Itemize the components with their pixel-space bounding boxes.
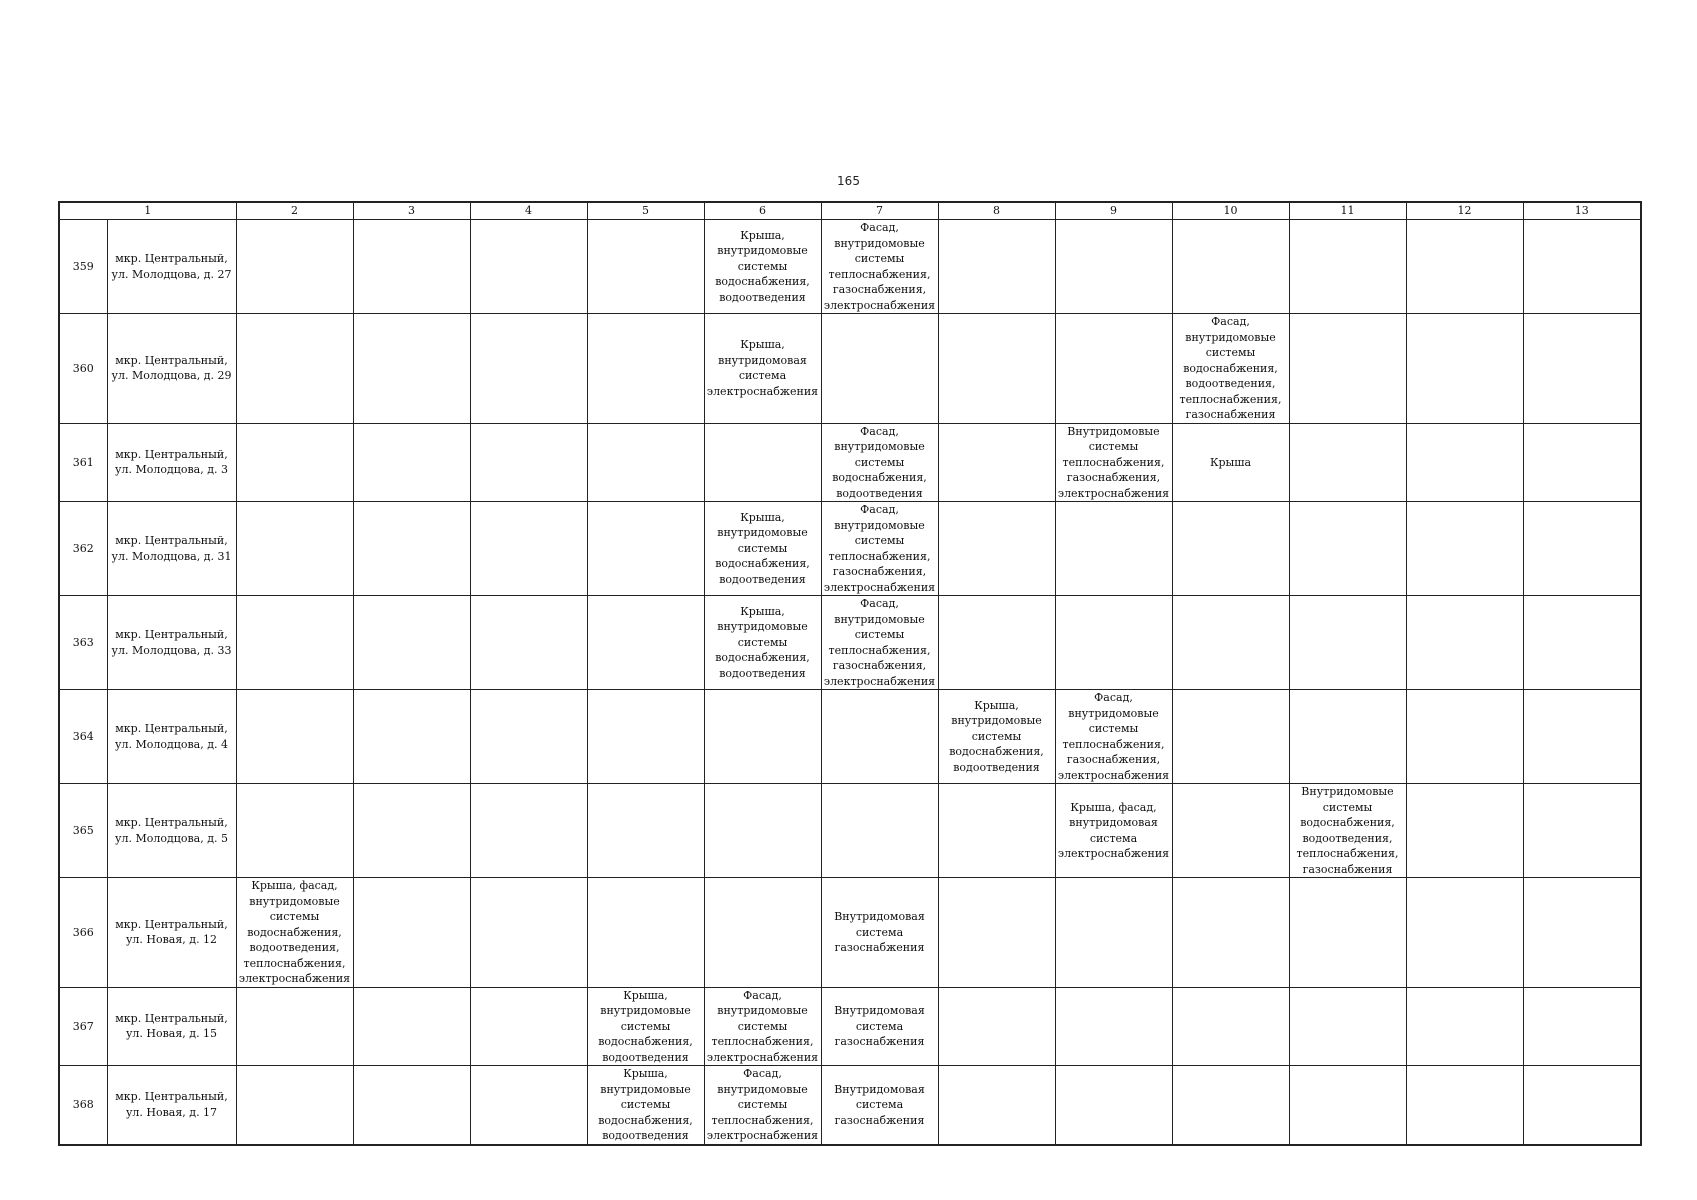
column-header: 3 (353, 202, 470, 220)
work-cell (938, 423, 1055, 502)
work-cell (1289, 314, 1406, 424)
work-cell (1055, 878, 1172, 988)
column-number-header-row (59, 202, 1641, 220)
work-cell (1523, 502, 1641, 596)
work-cell (1406, 1066, 1523, 1145)
work-cell (1406, 314, 1523, 424)
work-cell: Фасад, внутридомовые системы теплоснабжения, газоснабжения, электроснабжения (1055, 690, 1172, 784)
work-cell (587, 423, 704, 502)
table-row (59, 220, 1641, 314)
work-cell (1523, 784, 1641, 878)
column-header: 1 (59, 202, 236, 220)
work-cell (470, 690, 587, 784)
column-header: 11 (1289, 202, 1406, 220)
column-header: 4 (470, 202, 587, 220)
work-cell (587, 784, 704, 878)
work-cell (353, 314, 470, 424)
work-cell (1055, 596, 1172, 690)
work-cell (938, 987, 1055, 1066)
work-cell (1055, 502, 1172, 596)
work-cell (470, 878, 587, 988)
page-number: 165 (837, 174, 860, 188)
table-row (59, 987, 1641, 1066)
work-cell (1055, 314, 1172, 424)
work-cell (353, 878, 470, 988)
work-cell (353, 784, 470, 878)
work-cell (938, 220, 1055, 314)
work-cell (821, 784, 938, 878)
work-cell (1406, 502, 1523, 596)
table-body (59, 220, 1641, 1145)
work-cell (1172, 987, 1289, 1066)
work-cell: Внутридомовая система газоснабжения (821, 987, 938, 1066)
work-cell (470, 423, 587, 502)
work-cell (470, 784, 587, 878)
work-cell (1406, 596, 1523, 690)
row-number-cell: 368 (59, 1066, 107, 1145)
work-cell: Крыша, внутридомовые системы водоснабжения, водоотведения (938, 690, 1055, 784)
work-cell (236, 1066, 353, 1145)
work-cell (1172, 596, 1289, 690)
work-cell (704, 423, 821, 502)
work-cell (938, 1066, 1055, 1145)
work-cell (1289, 690, 1406, 784)
work-cell (1172, 878, 1289, 988)
work-cell (1289, 220, 1406, 314)
repair-schedule-table (58, 201, 1642, 1146)
work-cell (1523, 1066, 1641, 1145)
work-cell (353, 596, 470, 690)
work-cell (236, 220, 353, 314)
row-number-cell: 365 (59, 784, 107, 878)
work-cell: Фасад, внутридомовые системы теплоснабжения, газоснабжения, электроснабжения (821, 596, 938, 690)
work-cell (470, 220, 587, 314)
work-cell (470, 502, 587, 596)
work-cell (587, 690, 704, 784)
work-cell (1523, 878, 1641, 988)
work-cell (821, 690, 938, 784)
work-cell: Фасад, внутридомовые системы водоснабжения, водоотведения, теплоснабжения, газоснабжения (1172, 314, 1289, 424)
address-cell: мкр. Центральный, ул. Новая, д. 17 (107, 1066, 236, 1145)
address-cell: мкр. Центральный, ул. Молодцова, д. 33 (107, 596, 236, 690)
address-cell: мкр. Центральный, ул. Молодцова, д. 29 (107, 314, 236, 424)
column-header: 6 (704, 202, 821, 220)
work-cell: Крыша (1172, 423, 1289, 502)
row-number-cell: 360 (59, 314, 107, 424)
work-cell (353, 987, 470, 1066)
work-cell (1055, 1066, 1172, 1145)
work-cell: Фасад, внутридомовые системы теплоснабжения, электроснабжения (704, 1066, 821, 1145)
work-cell (1406, 784, 1523, 878)
work-cell (1289, 596, 1406, 690)
work-cell (938, 314, 1055, 424)
work-cell (587, 596, 704, 690)
row-number-cell: 367 (59, 987, 107, 1066)
work-cell (587, 220, 704, 314)
work-cell: Фасад, внутридомовые системы теплоснабжения, газоснабжения, электроснабжения (821, 220, 938, 314)
work-cell (938, 596, 1055, 690)
work-cell (1523, 987, 1641, 1066)
work-cell (236, 596, 353, 690)
work-cell: Фасад, внутридомовые системы теплоснабжения, газоснабжения, электроснабжения (821, 502, 938, 596)
table-row (59, 1066, 1641, 1145)
work-cell (236, 690, 353, 784)
address-cell: мкр. Центральный, ул. Новая, д. 15 (107, 987, 236, 1066)
work-cell (470, 314, 587, 424)
table-row (59, 502, 1641, 596)
address-cell: мкр. Центральный, ул. Молодцова, д. 5 (107, 784, 236, 878)
work-cell (1406, 878, 1523, 988)
row-number-cell: 363 (59, 596, 107, 690)
table-row (59, 784, 1641, 878)
work-cell (587, 314, 704, 424)
address-cell: мкр. Центральный, ул. Молодцова, д. 3 (107, 423, 236, 502)
table-row (59, 878, 1641, 988)
work-cell (353, 690, 470, 784)
table-row (59, 596, 1641, 690)
column-header: 5 (587, 202, 704, 220)
column-header: 12 (1406, 202, 1523, 220)
work-cell: Внутридомовая система газоснабжения (821, 1066, 938, 1145)
work-cell: Крыша, фасад, внутридомовая система электроснабжения (1055, 784, 1172, 878)
work-cell (1172, 502, 1289, 596)
work-cell (1055, 220, 1172, 314)
work-cell: Крыша, внутридомовая система электроснабжения (704, 314, 821, 424)
row-number-cell: 366 (59, 878, 107, 988)
address-cell: мкр. Центральный, ул. Новая, д. 12 (107, 878, 236, 988)
work-cell (236, 314, 353, 424)
table-row (59, 690, 1641, 784)
work-cell (1406, 220, 1523, 314)
work-cell (353, 502, 470, 596)
work-cell (704, 690, 821, 784)
column-header: 7 (821, 202, 938, 220)
work-cell: Крыша, фасад, внутридомовые системы водоснабжения, водоотведения, теплоснабжения, электроснабжения (236, 878, 353, 988)
work-cell (938, 784, 1055, 878)
work-cell (353, 220, 470, 314)
work-cell (236, 784, 353, 878)
work-cell (821, 314, 938, 424)
address-cell: мкр. Центральный, ул. Молодцова, д. 27 (107, 220, 236, 314)
work-cell: Крыша, внутридомовые системы водоснабжения, водоотведения (587, 1066, 704, 1145)
work-cell (587, 502, 704, 596)
row-number-cell: 361 (59, 423, 107, 502)
work-cell: Крыша, внутридомовые системы водоснабжения, водоотведения (704, 502, 821, 596)
work-cell (1523, 596, 1641, 690)
work-cell: Крыша, внутридомовые системы водоснабжения, водоотведения (704, 596, 821, 690)
work-cell: Фасад, внутридомовые системы теплоснабжения, электроснабжения (704, 987, 821, 1066)
column-header: 2 (236, 202, 353, 220)
work-cell: Крыша, внутридомовые системы водоснабжения, водоотведения (704, 220, 821, 314)
column-header: 8 (938, 202, 1055, 220)
work-cell (1172, 1066, 1289, 1145)
work-cell (1523, 690, 1641, 784)
work-cell (1523, 314, 1641, 424)
row-number-cell: 362 (59, 502, 107, 596)
work-cell (1289, 878, 1406, 988)
work-cell (1406, 987, 1523, 1066)
work-cell (236, 502, 353, 596)
work-cell (1523, 423, 1641, 502)
table-row (59, 423, 1641, 502)
work-cell (470, 987, 587, 1066)
column-header: 13 (1523, 202, 1641, 220)
address-cell: мкр. Центральный, ул. Молодцова, д. 4 (107, 690, 236, 784)
work-cell (938, 502, 1055, 596)
work-cell (1289, 1066, 1406, 1145)
work-cell (1289, 423, 1406, 502)
work-cell (1289, 987, 1406, 1066)
table-row (59, 314, 1641, 424)
work-cell (1289, 502, 1406, 596)
work-cell: Внутридомовые системы теплоснабжения, газоснабжения, электроснабжения (1055, 423, 1172, 502)
work-cell (1172, 690, 1289, 784)
work-cell (353, 423, 470, 502)
work-cell (704, 784, 821, 878)
work-cell (236, 987, 353, 1066)
work-cell (938, 878, 1055, 988)
work-cell (470, 596, 587, 690)
work-cell (1406, 423, 1523, 502)
column-header: 10 (1172, 202, 1289, 220)
address-cell: мкр. Центральный, ул. Молодцова, д. 31 (107, 502, 236, 596)
work-cell: Внутридомовые системы водоснабжения, водоотведения, теплоснабжения, газоснабжения (1289, 784, 1406, 878)
work-cell (704, 878, 821, 988)
work-cell (1055, 987, 1172, 1066)
work-cell (1406, 690, 1523, 784)
work-cell (236, 423, 353, 502)
column-header: 9 (1055, 202, 1172, 220)
row-number-cell: 364 (59, 690, 107, 784)
row-number-cell: 359 (59, 220, 107, 314)
work-cell (353, 1066, 470, 1145)
work-cell (1172, 220, 1289, 314)
work-cell: Фасад, внутридомовые системы водоснабжения, водоотведения (821, 423, 938, 502)
work-cell (470, 1066, 587, 1145)
work-cell (1523, 220, 1641, 314)
work-cell (1172, 784, 1289, 878)
work-cell: Крыша, внутридомовые системы водоснабжения, водоотведения (587, 987, 704, 1066)
work-cell: Внутридомовая система газоснабжения (821, 878, 938, 988)
work-cell (587, 878, 704, 988)
